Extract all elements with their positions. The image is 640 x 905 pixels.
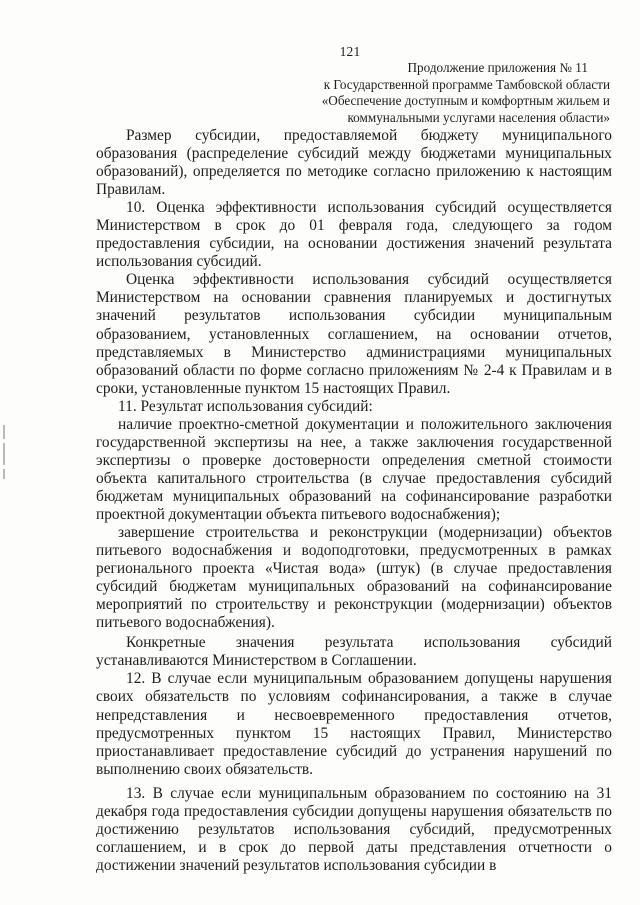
appendix-header	[280, 60, 610, 126]
paragraph-result-design-documentation: наличие проектно-сметной документации и положительного заключения государственной экспертизы на нее, а также заключения государственной экспертизы о проверке достоверности определения сметной стоимости объекта капитального строительства (в случае предоставления субсидий бюджетам муниципальных образований на софинансирование разработки проектной документации объекта питьевого водоснабжения);	[96, 415, 612, 523]
paragraph-subsidy-size: Размер субсидии, предоставляемой бюджету муниципального образования (распределение субсидий между бюджетами муниципальных образований), определяется по методике согласно приложению к настоящим Правилам.	[96, 127, 612, 199]
header-line-program: к Государственной программе Тамбовской области	[323, 76, 610, 92]
document-body	[96, 127, 612, 875]
header-line-appendix: Продолжение приложения № 11	[407, 60, 588, 75]
paragraph-11-result-heading: 11. Результат использования субсидий:	[118, 397, 373, 415]
paragraph-10-efficiency-assessment: 10. Оценка эффективности использования субсидий осуществляется Министерством в срок до 01 февраля года, следующего за годом предоставления субсидии, на основании достижения значений результата использования субсидий.	[96, 199, 612, 271]
header-line-title-2: коммунальными услугами населения области»	[347, 109, 610, 125]
header-line-title-1: «Обеспечение доступным и комфортным жильем и	[321, 93, 610, 108]
paragraph-13-violations-december: 13. В случае если муниципальным образованием по состоянию на 31 декабря года предоставления субсидии допущены нарушения обязательств по достижению результатов использования субсидий, предусмотренных соглашением, и в срок до первой даты представления отчетности о достижении значений результатов использования субсидии в	[96, 784, 612, 874]
paragraph-efficiency-basis: Оценка эффективности использования субсидий осуществляется Министерством на основании сравнения планируемых и достигнутых значений результатов использования субсидии муниципальным образованием, установленных соглашением, на основании отчетов, представляемых в Министерство администрациями муниципальных образований области по форме согласно приложениям № 2-4 к Правилам и в сроки, установленные пунктом 15 настоящих Правил.	[96, 271, 612, 397]
scan-edge-mark	[3, 425, 9, 495]
page-number: 121	[339, 44, 361, 59]
paragraph-result-values: Конкретные значения результата использования субсидий устанавливаются Министерством в Соглашении.	[96, 634, 612, 670]
paragraph-result-construction: завершение строительства и реконструкции (модернизации) объектов питьевого водоснабжения и водоподготовки, предусмотренных в рамках регионального проекта «Чистая вода» (штук) (в случае предоставления субсидий бюджетам муниципальных образований на софинансирование мероприятий по строительству и реконструкции (модернизации) объектов питьевого водоснабжения).	[96, 524, 612, 632]
paragraph-12-violations: 12. В случае если муниципальным образованием допущены нарушения своих обязательств по условиям софинансирования, а также в случае непредставления и несвоевременного предоставления отчетов, предусмотренных пунктом 15 настоящих Правил, Министерство приостанавливает предоставление субсидий до устранения нарушений по выполнению своих обязательств.	[96, 670, 612, 778]
